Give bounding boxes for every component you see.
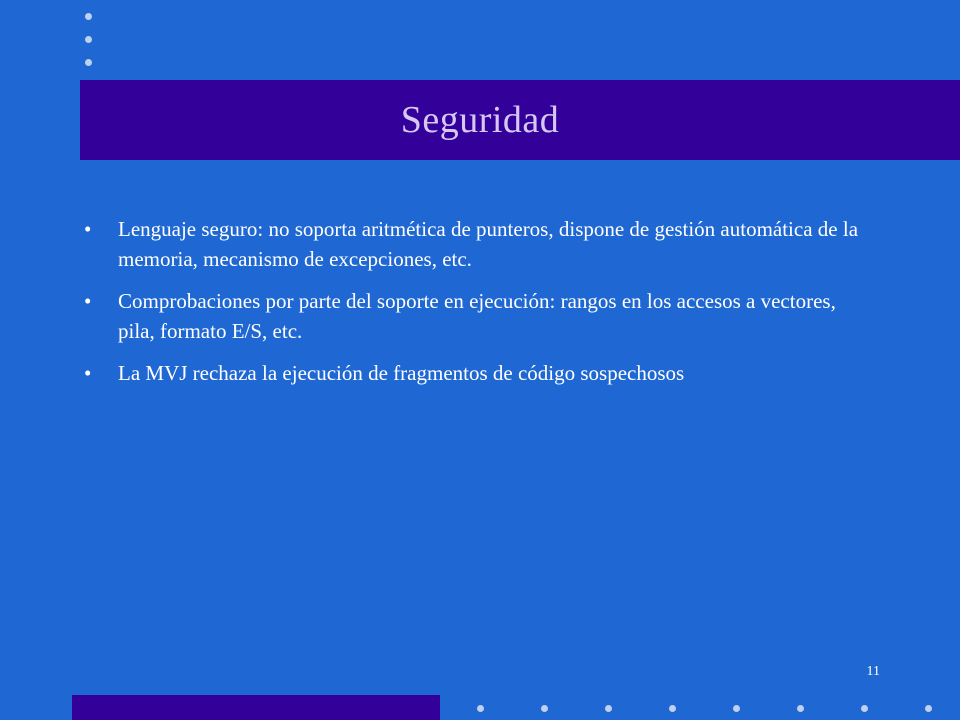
decor-dot [733, 705, 740, 712]
decor-dot [605, 705, 612, 712]
decor-dot [85, 59, 92, 66]
footer-band [72, 695, 440, 720]
bullet-list [84, 214, 874, 400]
decor-dot [925, 705, 932, 712]
bullet-text: Comprobaciones por parte del soporte en ejecución: rangos en los accesos a vectores, pila, formato E/S, etc. [118, 289, 836, 343]
bullet-icon: • [84, 361, 92, 385]
bullet-text: Lenguaje seguro: no soporta aritmética de punteros, dispone de gestión automática de la memoria, mecanismo de excepciones, etc. [118, 217, 859, 271]
decor-dot [669, 705, 676, 712]
decor-dot [861, 705, 868, 712]
bullet-item [84, 358, 874, 388]
bullet-icon: • [84, 289, 92, 313]
bullet-text: La MVJ rechaza la ejecución de fragmentos de código sospechosos [118, 361, 685, 385]
bullet-icon: • [84, 217, 92, 241]
bullet-item [84, 286, 874, 346]
decor-dot [477, 705, 484, 712]
decor-dot [797, 705, 804, 712]
decor-dot [541, 705, 548, 712]
bullet-item [84, 214, 874, 274]
decor-dot [85, 13, 92, 20]
slide-title: Seguridad [400, 99, 560, 141]
page-number: 11 [866, 664, 880, 679]
decor-dot [85, 36, 92, 43]
